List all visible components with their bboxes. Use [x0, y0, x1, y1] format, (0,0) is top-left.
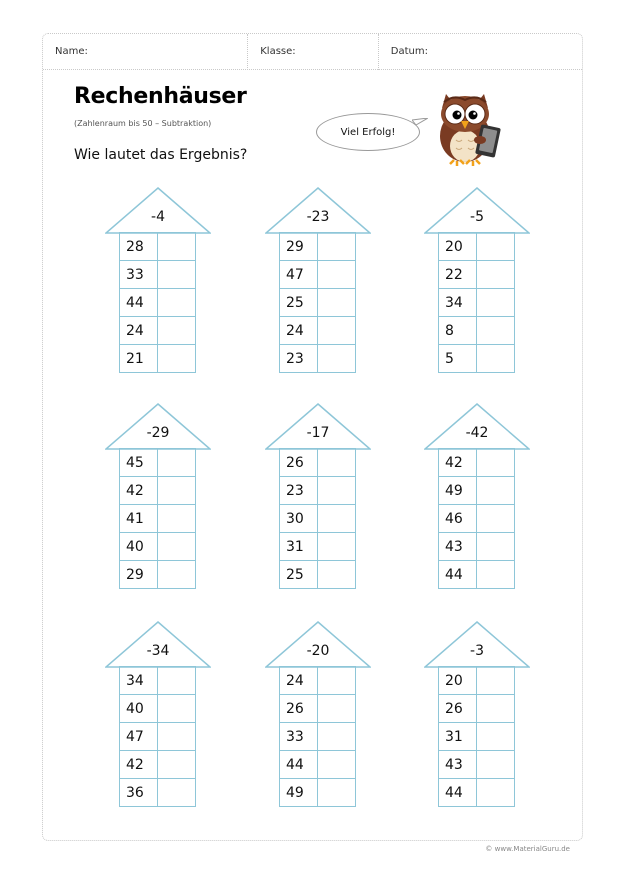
start-number: 5	[439, 345, 477, 373]
house-operation: -23	[306, 209, 330, 225]
house-row	[120, 723, 196, 751]
house-row	[439, 751, 515, 779]
house-row	[439, 477, 515, 505]
start-number: 28	[120, 233, 158, 261]
start-number: 26	[439, 695, 477, 723]
house-row	[280, 561, 356, 589]
house-row	[280, 289, 356, 317]
house-row	[120, 667, 196, 695]
answer-box[interactable]	[318, 477, 356, 505]
answer-box[interactable]	[158, 723, 196, 751]
house-row	[280, 317, 356, 345]
start-number: 42	[120, 477, 158, 505]
house-row	[120, 779, 196, 807]
calculation-house	[105, 621, 211, 816]
answer-box[interactable]	[158, 533, 196, 561]
house-row	[439, 505, 515, 533]
house-row	[120, 561, 196, 589]
owl-with-tablet-icon	[430, 88, 520, 168]
start-number: 44	[439, 779, 477, 807]
house-row	[439, 667, 515, 695]
house-row	[439, 723, 515, 751]
house-row	[439, 449, 515, 477]
answer-box[interactable]	[477, 233, 515, 261]
house-row	[120, 317, 196, 345]
start-number: 26	[280, 449, 318, 477]
answer-box[interactable]	[318, 751, 356, 779]
start-number: 20	[439, 667, 477, 695]
calculation-house	[105, 187, 211, 382]
answer-box[interactable]	[318, 505, 356, 533]
house-row	[439, 261, 515, 289]
answer-box[interactable]	[477, 261, 515, 289]
answer-box[interactable]	[477, 477, 515, 505]
house-operation: -4	[151, 209, 165, 225]
house-row	[280, 751, 356, 779]
house-operation: -17	[306, 425, 330, 441]
house-row	[120, 449, 196, 477]
answer-box[interactable]	[318, 345, 356, 373]
house-row	[120, 345, 196, 373]
start-number: 8	[439, 317, 477, 345]
start-number: 44	[120, 289, 158, 317]
house-row	[280, 477, 356, 505]
house-row	[280, 667, 356, 695]
speech-bubble	[316, 113, 420, 151]
house-grid	[119, 448, 196, 589]
answer-box[interactable]	[477, 561, 515, 589]
house-row	[439, 561, 515, 589]
answer-box[interactable]	[318, 723, 356, 751]
start-number: 25	[280, 561, 318, 589]
answer-box[interactable]	[477, 667, 515, 695]
page-subtitle: (Zahlenraum bis 50 – Subtraktion)	[74, 119, 212, 128]
start-number: 43	[439, 533, 477, 561]
calculation-house	[265, 403, 371, 598]
answer-box[interactable]	[318, 449, 356, 477]
name-field[interactable]	[43, 34, 248, 70]
house-row	[120, 477, 196, 505]
answer-box[interactable]	[158, 317, 196, 345]
answer-box[interactable]	[318, 667, 356, 695]
start-number: 25	[280, 289, 318, 317]
answer-box[interactable]	[477, 723, 515, 751]
start-number: 49	[280, 779, 318, 807]
answer-box[interactable]	[318, 695, 356, 723]
answer-box[interactable]	[158, 751, 196, 779]
house-row	[280, 345, 356, 373]
house-row	[439, 233, 515, 261]
house-operation: -29	[146, 425, 170, 441]
answer-box[interactable]	[318, 317, 356, 345]
answer-box[interactable]	[318, 233, 356, 261]
name-label: Name:	[55, 46, 88, 57]
calculation-house	[424, 621, 530, 816]
answer-box[interactable]	[477, 345, 515, 373]
house-row	[280, 779, 356, 807]
answer-box[interactable]	[477, 533, 515, 561]
start-number: 47	[280, 261, 318, 289]
house-row	[120, 505, 196, 533]
date-field[interactable]	[379, 34, 582, 70]
house-operation: -20	[306, 643, 330, 659]
start-number: 49	[439, 477, 477, 505]
start-number: 42	[120, 751, 158, 779]
start-number: 34	[439, 289, 477, 317]
house-grid	[438, 666, 515, 807]
speech-bubble-text: Viel Erfolg!	[340, 126, 396, 138]
speech-bubble-tail	[412, 118, 428, 126]
start-number: 31	[439, 723, 477, 751]
calculation-house	[105, 403, 211, 598]
house-row	[120, 233, 196, 261]
house-row	[439, 695, 515, 723]
house-row	[280, 261, 356, 289]
start-number: 47	[120, 723, 158, 751]
answer-box[interactable]	[158, 779, 196, 807]
house-row	[439, 345, 515, 373]
class-field[interactable]	[248, 34, 379, 70]
start-number: 23	[280, 477, 318, 505]
house-row	[120, 261, 196, 289]
house-row	[280, 233, 356, 261]
page-title: Rechenhäuser	[74, 84, 247, 109]
answer-box[interactable]	[318, 561, 356, 589]
start-number: 22	[439, 261, 477, 289]
answer-box[interactable]	[477, 289, 515, 317]
house-row	[280, 505, 356, 533]
start-number: 33	[120, 261, 158, 289]
answer-box[interactable]	[477, 779, 515, 807]
house-row	[280, 449, 356, 477]
answer-box[interactable]	[158, 505, 196, 533]
start-number: 24	[280, 667, 318, 695]
start-number: 44	[439, 561, 477, 589]
house-row	[439, 779, 515, 807]
answer-box[interactable]	[318, 261, 356, 289]
start-number: 29	[280, 233, 318, 261]
house-grid	[119, 232, 196, 373]
start-number: 40	[120, 533, 158, 561]
start-number: 29	[120, 561, 158, 589]
house-operation: -3	[470, 643, 484, 659]
start-number: 46	[439, 505, 477, 533]
calculation-house	[265, 621, 371, 816]
house-row	[439, 533, 515, 561]
answer-box[interactable]	[158, 261, 196, 289]
header-row	[43, 34, 582, 70]
answer-box[interactable]	[158, 561, 196, 589]
answer-box[interactable]	[318, 533, 356, 561]
start-number: 24	[280, 317, 318, 345]
answer-box[interactable]	[477, 317, 515, 345]
house-row	[280, 695, 356, 723]
start-number: 31	[280, 533, 318, 561]
start-number: 20	[439, 233, 477, 261]
start-number: 42	[439, 449, 477, 477]
house-row	[280, 533, 356, 561]
answer-box[interactable]	[318, 289, 356, 317]
start-number: 40	[120, 695, 158, 723]
house-row	[120, 533, 196, 561]
start-number: 34	[120, 667, 158, 695]
answer-box[interactable]	[477, 449, 515, 477]
house-grid	[279, 448, 356, 589]
answer-box[interactable]	[158, 667, 196, 695]
answer-box[interactable]	[158, 449, 196, 477]
calculation-house	[424, 187, 530, 382]
start-number: 24	[120, 317, 158, 345]
calculation-house	[424, 403, 530, 598]
answer-box[interactable]	[318, 779, 356, 807]
start-number: 44	[280, 751, 318, 779]
house-row	[120, 289, 196, 317]
answer-box[interactable]	[158, 477, 196, 505]
house-grid	[279, 666, 356, 807]
house-grid	[279, 232, 356, 373]
house-operation: -5	[470, 209, 484, 225]
answer-box[interactable]	[158, 289, 196, 317]
task-question: Wie lautet das Ergebnis?	[74, 147, 248, 163]
class-label: Klasse:	[260, 46, 296, 57]
start-number: 45	[120, 449, 158, 477]
start-number: 36	[120, 779, 158, 807]
house-operation: -34	[146, 643, 170, 659]
answer-box[interactable]	[158, 695, 196, 723]
copyright-footer: © www.MaterialGuru.de	[485, 845, 570, 853]
house-row	[120, 695, 196, 723]
answer-box[interactable]	[477, 751, 515, 779]
house-row	[439, 317, 515, 345]
house-row	[280, 723, 356, 751]
calculation-house	[265, 187, 371, 382]
start-number: 30	[280, 505, 318, 533]
start-number: 23	[280, 345, 318, 373]
house-row	[120, 751, 196, 779]
house-row	[439, 289, 515, 317]
start-number: 43	[439, 751, 477, 779]
date-label: Datum:	[390, 46, 428, 57]
house-operation: -42	[465, 425, 489, 441]
start-number: 26	[280, 695, 318, 723]
answer-box[interactable]	[158, 345, 196, 373]
house-grid	[119, 666, 196, 807]
answer-box[interactable]	[477, 505, 515, 533]
house-grid	[438, 448, 515, 589]
answer-box[interactable]	[158, 233, 196, 261]
start-number: 21	[120, 345, 158, 373]
start-number: 33	[280, 723, 318, 751]
start-number: 41	[120, 505, 158, 533]
answer-box[interactable]	[477, 695, 515, 723]
house-grid	[438, 232, 515, 373]
